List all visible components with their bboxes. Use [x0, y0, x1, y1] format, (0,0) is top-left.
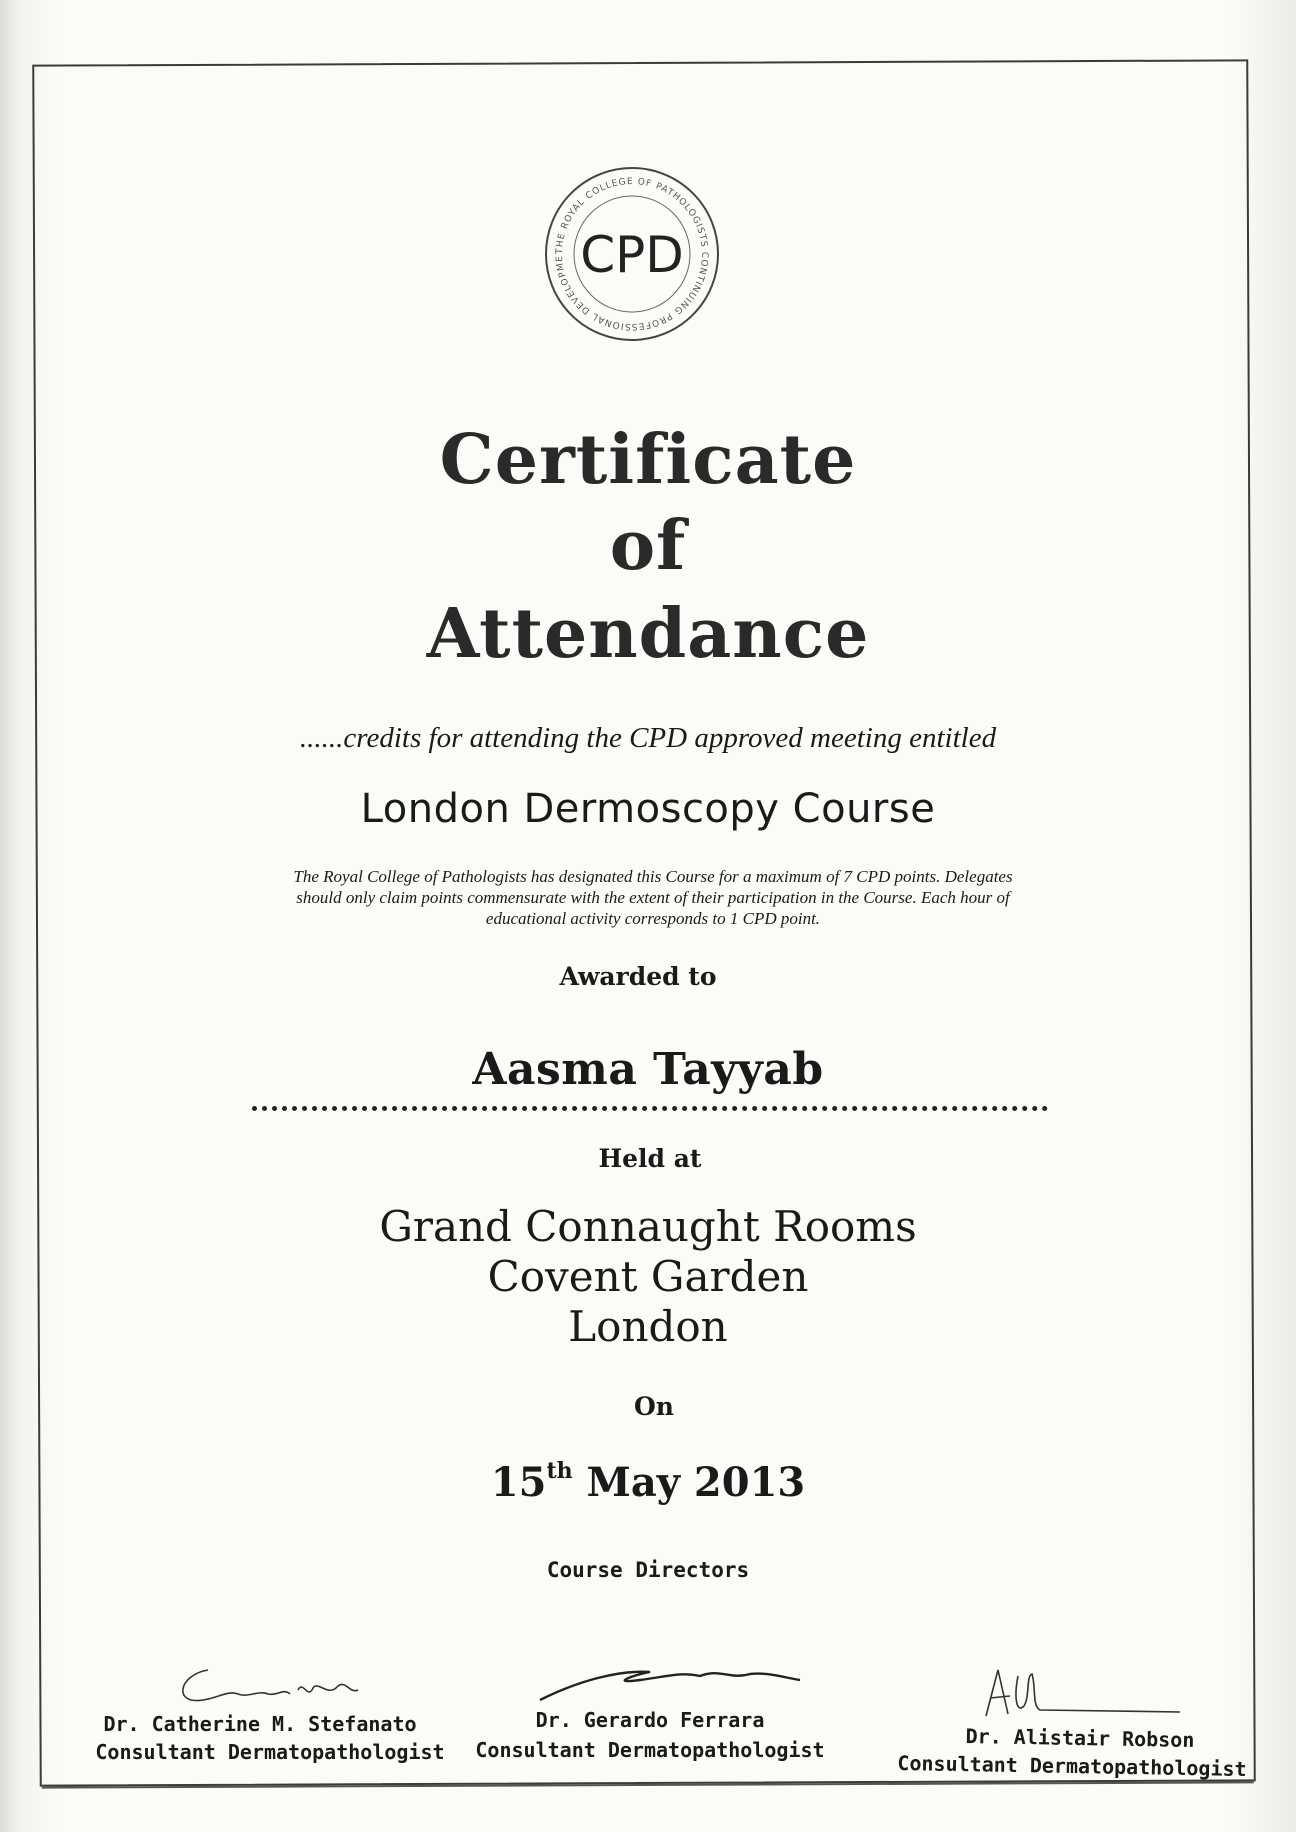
on-label: On — [634, 1392, 674, 1421]
director-name: Dr. Gerardo Ferrara — [535, 1708, 765, 1732]
director-role: Consultant Dermatopathologist — [95, 1740, 445, 1764]
cpd-seal-icon — [542, 164, 722, 344]
subtitle: ......credits for attending the CPD approved meeting entitled — [299, 722, 997, 754]
venue-line: Grand Connaught Rooms — [379, 1202, 917, 1251]
cpd-notice-line: The Royal College of Pathologists has designated this Course for a maximum of 7 CPD points. Delegates — [293, 867, 1013, 886]
director-name: Dr. Catherine M. Stefanato — [103, 1712, 417, 1736]
course-name: London Dermoscopy Course — [360, 786, 936, 832]
director-name: Dr. Alistair Robson — [965, 1724, 1195, 1752]
date-month-year: May 2013 — [572, 1459, 806, 1506]
signature-robson-icon — [970, 1656, 1210, 1726]
held-at-label: Held at — [598, 1144, 702, 1173]
date-suffix: th — [546, 1458, 573, 1484]
title-line-attendance: Attendance — [426, 594, 870, 674]
title-line-certificate: Certificate — [439, 420, 857, 500]
title-line-of: of — [609, 506, 687, 586]
event-date — [0, 1458, 1296, 1506]
course-directors-label: Course Directors — [546, 1558, 750, 1582]
venue-line: Covent Garden — [487, 1252, 809, 1301]
cpd-notice-line: educational activity corresponds to 1 CPD point. — [485, 909, 821, 928]
cpd-seal-ring-text: THE ROYAL COLLEGE OF PATHOLOGISTS CONTINUING PROFESSIONAL DEVELOPME — [554, 176, 710, 332]
director-role: Consultant Dermatopathologist — [897, 1750, 1247, 1782]
director-role: Consultant Dermatopathologist — [475, 1738, 825, 1762]
recipient-dotted-line — [252, 1096, 1048, 1111]
signature-ferrara-icon — [530, 1650, 810, 1710]
venue — [0, 1202, 1296, 1352]
cpd-notice — [160, 866, 1146, 929]
awarded-to-label: Awarded to — [559, 962, 717, 991]
recipient-name: Aasma Tayyab — [472, 1044, 824, 1095]
cpd-notice-line: should only claim points commensurate with the extent of their participation in the Course. Each hour of — [296, 888, 1010, 907]
signature-stefanato-icon — [168, 1650, 408, 1720]
venue-line: London — [568, 1302, 728, 1351]
cpd-logo-seal — [542, 164, 722, 344]
date-day: 15 — [490, 1459, 547, 1506]
cpd-seal-text: CPD — [580, 226, 684, 284]
